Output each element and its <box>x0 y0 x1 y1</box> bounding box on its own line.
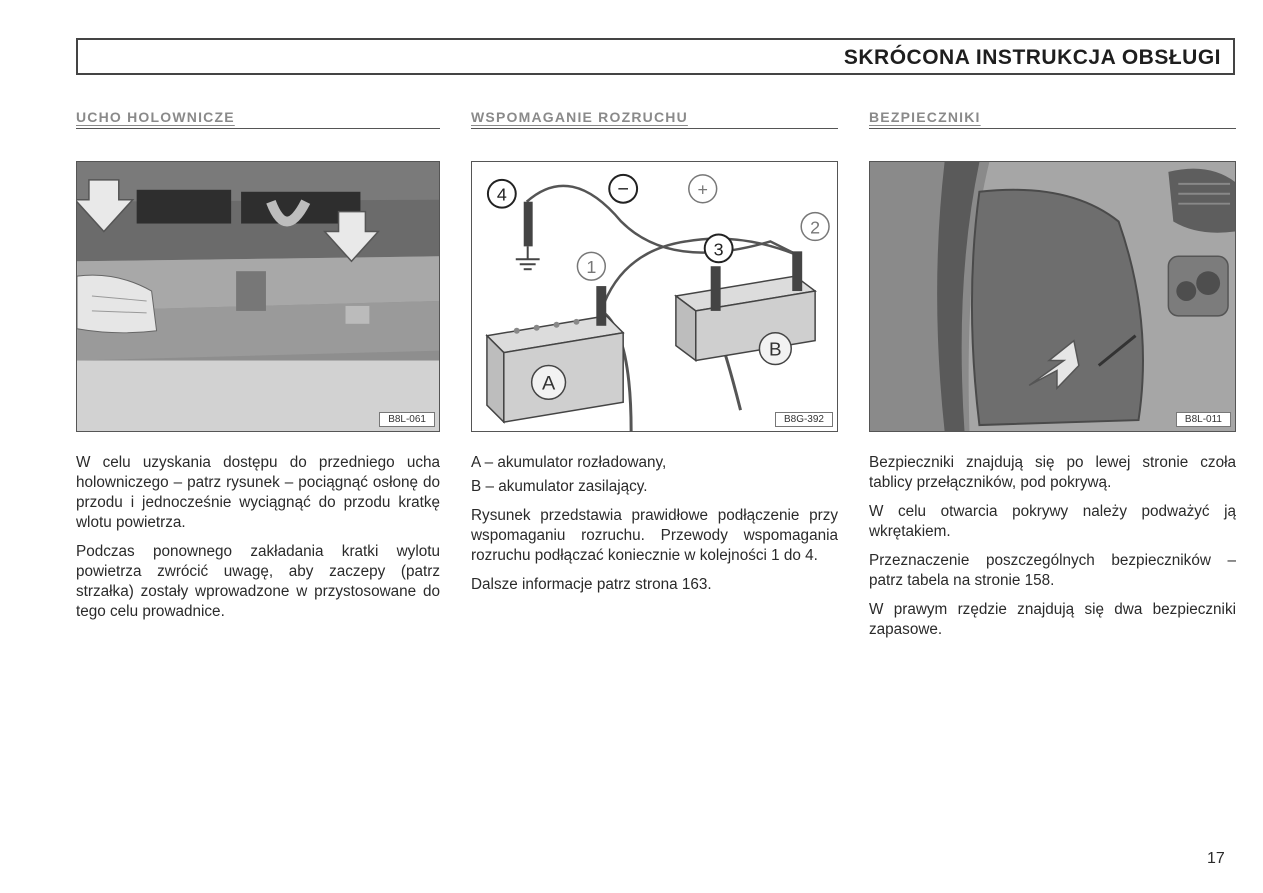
marker-3: 3 <box>713 239 724 260</box>
marker-2: 2 <box>810 217 821 238</box>
paragraph: Przeznaczenie poszczególnych bezpieczników – patrz tabela na stronie 158. <box>869 552 1236 589</box>
paragraph: Dalsze informacje patrz strona 163. <box>471 576 712 593</box>
towing-eye-illustration <box>77 162 439 431</box>
jump-start-diagram <box>472 162 837 431</box>
marker-plus: + <box>697 179 708 200</box>
section-title: WSPOMAGANIE ROZRUCHU <box>471 109 688 125</box>
section-title: BEZPIECZNIKI <box>869 109 981 125</box>
battery-b-label: B <box>769 338 782 360</box>
section-rule <box>869 128 1236 129</box>
section-towing-eye <box>76 108 440 631</box>
paragraph: A – akumulator rozładowany, <box>471 454 667 471</box>
paragraph: B – akumulator zasilający. <box>471 478 648 495</box>
section-text <box>471 453 838 595</box>
figure-code: B8G-392 <box>775 412 833 427</box>
jump-start-figure <box>471 161 838 432</box>
header-title: SKRÓCONA INSTRUKCJA OBSŁUGI <box>843 46 1221 69</box>
fuses-figure <box>869 161 1236 432</box>
battery-a-label: A <box>541 372 556 395</box>
figure-code: B8L-061 <box>379 412 435 427</box>
fuses-illustration <box>870 162 1235 431</box>
towing-eye-figure <box>76 161 440 432</box>
paragraph: W prawym rzędzie znajdują się dwa bezpieczniki zapasowe. <box>869 601 1236 638</box>
paragraph: W celu otwarcia pokrywy należy podważyć ją wkrętakiem. <box>869 503 1236 540</box>
marker-1: 1 <box>586 257 597 278</box>
paragraph: Bezpieczniki znajdują się po lewej stronie czoła tablicy przełączników, pod pokrywą. <box>869 454 1236 491</box>
figure-code: B8L-011 <box>1176 412 1231 427</box>
battery-a <box>487 316 623 422</box>
section-text <box>76 453 440 622</box>
section-title: UCHO HOLOWNICZE <box>76 109 235 125</box>
marker-minus: − <box>617 178 629 201</box>
paragraph: Podczas ponownego zakładania kratki wylotu powietrza zwrócić uwagę, aby zaczepy (patrz strzałka) zostały wprowadzone w przystosowane do tego celu prowadnice. <box>76 543 440 620</box>
paragraph: W celu uzyskania dostępu do przedniego ucha holowniczego – patrz rysunek – pociągnąć osłonę do przodu i jednocześnie wyciągnąć do przodu kratkę wlotu powietrza. <box>76 454 440 531</box>
paragraph: Rysunek przedstawia prawidłowe podłączenie przy wspomaganiu rozruchu. Przewody wspomagania rozruchu podłączać koniecznie w kolejności 1 do 4. <box>471 507 838 564</box>
page-number: 17 <box>1207 850 1225 867</box>
section-jump-start <box>471 108 838 604</box>
section-text <box>869 453 1236 640</box>
marker-4: 4 <box>496 184 507 205</box>
section-fuses <box>869 108 1236 649</box>
page-header <box>76 38 1235 75</box>
section-rule <box>471 128 838 129</box>
section-rule <box>76 128 440 129</box>
